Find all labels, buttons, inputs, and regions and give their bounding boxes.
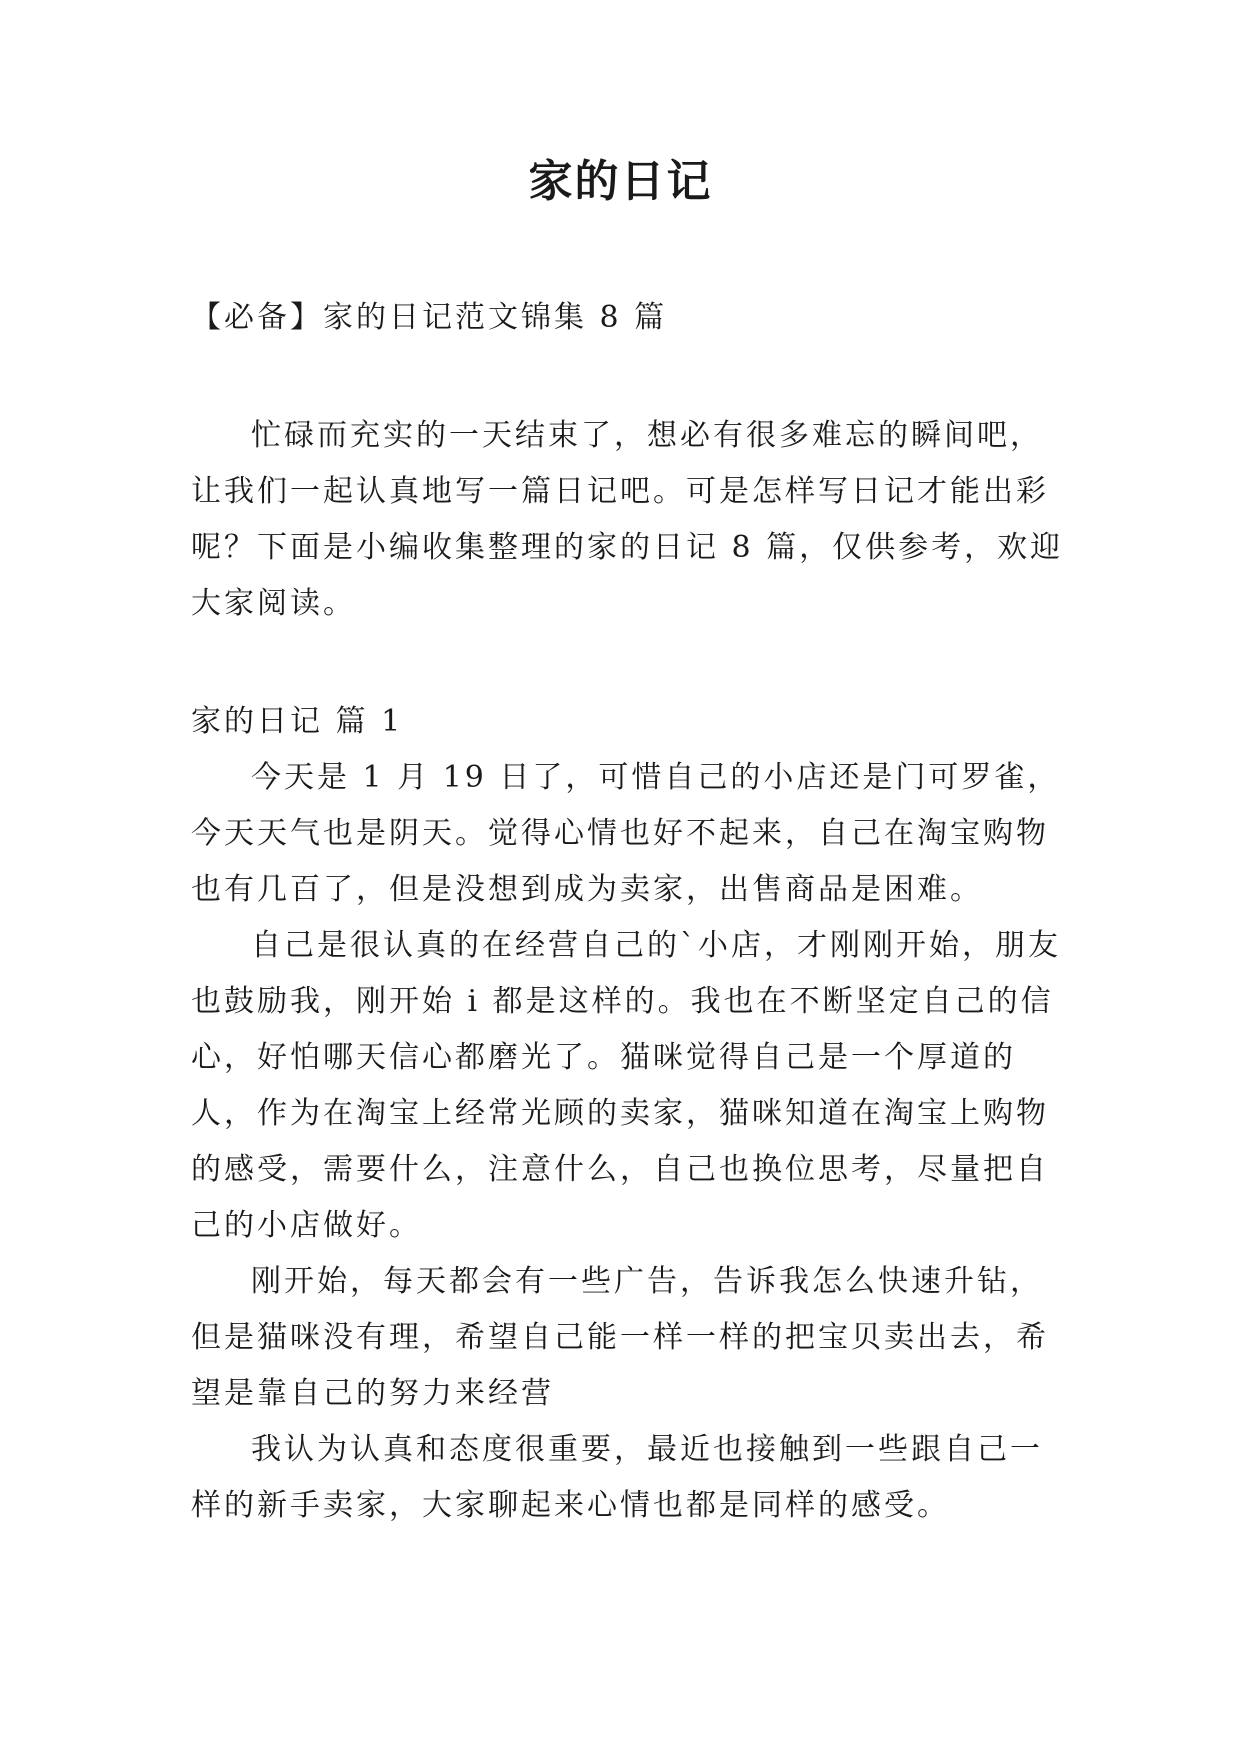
- document-body: [191, 290, 1071, 1534]
- body-paragraph: 自己是很认真的在经营自己的`小店，才刚刚开始，朋友也鼓励我，刚开始 i 都是这样的。我也在不断坚定自己的信心，好怕哪天信心都磨光了。猫咪觉得自己是一个厚道的人，作为在淘宝上经常光顾的卖家，猫咪知道在淘宝上购物的感受，需要什么，注意什么，自己也换位思考，尽量把自己的小店做好。: [191, 928, 1061, 1243]
- body-paragraph: 刚开始，每天都会有一些广告，告诉我怎么快速升钻，但是猫咪没有理，希望自己能一样一样的把宝贝卖出去，希望是靠自己的努力来经营: [191, 1264, 1049, 1411]
- document-title: 家的日记: [528, 156, 713, 207]
- section-heading: 家的日记 篇 1: [191, 704, 404, 739]
- body-paragraph: 今天是 1 月 19 日了，可惜自己的小店还是门可罗雀，今天天气也是阴天。觉得心情也好不起来，自己在淘宝购物也有几百了，但是没想到成为卖家，出售商品是困难。: [191, 760, 1061, 907]
- intro-paragraph: 忙碌而充实的一天结束了，想必有很多难忘的瞬间吧，让我们一起认真地写一篇日记吧。可是怎样写日记才能出彩呢？下面是小编收集整理的家的日记 8 篇，仅供参考，欢迎大家阅读。: [191, 418, 1064, 621]
- body-paragraph: 我认为认真和态度很重要，最近也接触到一些跟自己一样的新手卖家，大家聊起来心情也都是同样的感受。: [191, 1432, 1043, 1523]
- document-subtitle: 【必备】家的日记范文锦集 8 篇: [191, 300, 668, 335]
